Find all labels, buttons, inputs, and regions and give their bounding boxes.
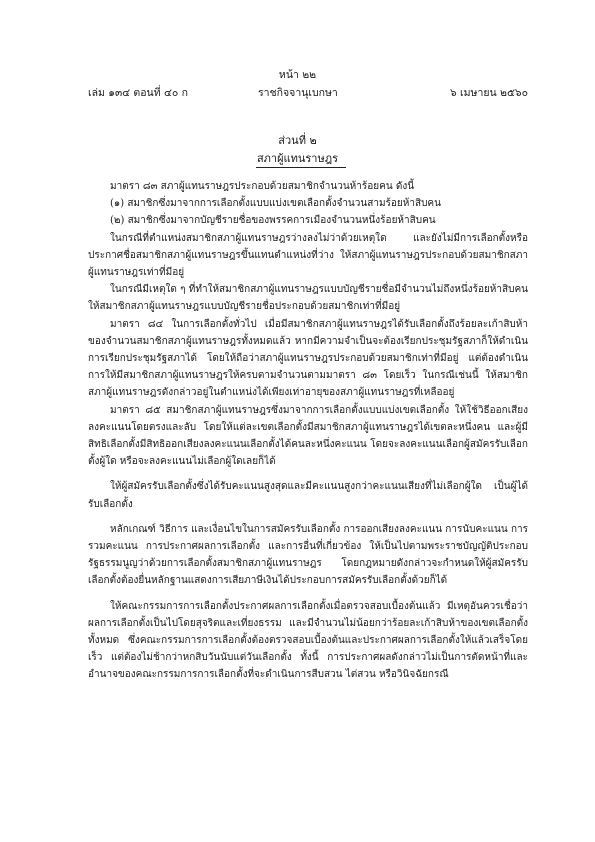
paragraph-gap	[88, 590, 528, 598]
paragraph-gap	[88, 470, 528, 478]
page-number: หน้า ๒๒	[278, 69, 317, 81]
paragraph-gap	[88, 513, 528, 521]
section-83-item-1: (๑) สมาชิกซึ่งมาจากการเลือกตั้งแบบแบ่งเขตเลือกตั้งจำนวนสามร้อยห้าสิบคน	[110, 198, 441, 210]
section-85-paragraph: มาตรา ๘๕ สมาชิกสภาผู้แทนราษฎรซึ่งมาจากการเลือกตั้งแบบแบ่งเขตเลือกตั้ง ให้ใช้วิธีออกเสียงลงคะแนนโดยตรงและลับ โดยให้แต่ละเขตเลือกตั้งมีสมาชิกสภาผู้แทนราษฎรได้เขตละหนึ่งคน และผู้มีสิทธิเลือกตั้งมีสิทธิออกเสียงลงคะแนนเลือกตั้งได้คนละหนึ่งคะแนน โดยจะลงคะแนนเลือกผู้สมัครรับเลือกตั้งผู้ใด หรือจะลงคะแนนไม่เลือกผู้ใดเลยก็ได้	[88, 404, 528, 468]
volume-issue: เล่ม ๑๓๔ ตอนที่ ๔๐ ก	[88, 87, 189, 99]
section-83-paragraph: มาตรา ๘๓ สภาผู้แทนราษฎรประกอบด้วยสมาชิกจำนวนห้าร้อยคน ดังนี้	[110, 181, 415, 192]
document-body	[88, 178, 528, 684]
section-83-item-2: (๒) สมาชิกซึ่งมาจากบัญชีรายชื่อของพรรคการเมืองจำนวนหนึ่งร้อยห้าสิบคน	[110, 215, 436, 227]
publication-date: ๖ เมษายน ๒๕๖๐	[450, 87, 528, 99]
part-number: ส่วนที่ ๒	[278, 134, 317, 147]
announcement-paragraph: ให้คณะกรรมการการเลือกตั้งประกาศผลการเลือกตั้งเมื่อตรวจสอบเบื้องต้นแล้ว มีเหตุอันควรเชื่อว่าผลการเลือกตั้งเป็นไปโดยสุจริตและเที่ยงธรรม และมีจำนวนไม่น้อยกว่าร้อยละเก้าสิบห้าของเขตเลือกตั้งทั้งหมด ซึ่งคณะกรรมการการเลือกตั้งต้องตรวจสอบเบื้องต้นและประกาศผลการเลือกตั้งให้แล้วเสร็จโดยเร็ว แต่ต้องไม่ช้ากว่าหกสิบวันนับแต่วันเลือกตั้ง ทั้งนี้ การประกาศผลดังกล่าวไม่เป็นการตัดหน้าที่และอำนาจของคณะกรรมการการเลือกตั้งที่จะดำเนินการสืบสวน ไต่สวน หรือวินิจฉัยกรณี	[88, 600, 528, 681]
winner-paragraph: ให้ผู้สมัครรับเลือกตั้งซึ่งได้รับคะแนนสูงสุดและมีคะแนนสูงกว่าคะแนนเสียงที่ไม่เลือกผู้ใด เป็นผู้ได้รับเลือกตั้ง	[88, 481, 528, 510]
party-list-paragraph: ในกรณีมีเหตุใด ๆ ที่ทำให้สมาชิกสภาผู้แทนราษฎรแบบบัญชีรายชื่อมีจำนวนไม่ถึงหนึ่งร้อยห้าสิบคน ให้สมาชิกสภาผู้แทนราษฎรแบบบัญชีรายชื่อประกอบด้วยสมาชิกเท่าที่มีอยู่	[88, 284, 528, 313]
section-84-paragraph: มาตรา ๘๔ ในการเลือกตั้งทั่วไป เมื่อมีสมาชิกสภาผู้แทนราษฎรได้รับเลือกตั้งถึงร้อยละเก้าสิบห้าของจำนวนสมาชิกสภาผู้แทนราษฎรทั้งหมดแล้ว หากมีความจำเป็นจะต้องเรียกประชุมรัฐสภาก็ให้ดำเนินการเรียกประชุมรัฐสภาได้ โดยให้ถือว่าสภาผู้แทนราษฎรประกอบด้วยสมาชิกเท่าที่มีอยู่ แต่ต้องดำเนินการให้มีสมาชิกสภาผู้แทนราษฎรให้ครบตามจำนวนตามมาตรา ๘๓ โดยเร็ว ในกรณีเช่นนี้ ให้สมาชิกสภาผู้แทนราษฎรดังกล่าวอยู่ในตำแหน่งได้เพียงเท่าอายุของสภาผู้แทนราษฎรที่เหลืออยู่	[88, 318, 528, 399]
gazette-name: ราชกิจจานุเบกษา	[258, 87, 338, 99]
rules-paragraph: หลักเกณฑ์ วิธีการ และเงื่อนไขในการสมัครรับเลือกตั้ง การออกเสียงลงคะแนน การนับคะแนน การรวมคะแนน การประกาศผลการเลือกตั้ง และการอื่นที่เกี่ยวข้อง ให้เป็นไปตามพระราชบัญญัติประกอบรัฐธรรมนูญว่าด้วยการเลือกตั้งสมาชิกสภาผู้แทนราษฎร โดยกฎหมายดังกล่าวจะกำหนดให้ผู้สมัครรับเลือกตั้งต้องยื่นหลักฐานแสดงการเสียภาษีเงินได้ประกอบการสมัครรับเลือกตั้งด้วยก็ได้	[88, 523, 528, 587]
part-title: สภาผู้แทนราษฎร	[256, 152, 339, 165]
vacancy-paragraph: ในกรณีที่ตำแหน่งสมาชิกสภาผู้แทนราษฎรว่างลงไม่ว่าด้วยเหตุใด และยังไม่มีการเลือกตั้งหรือประกาศชื่อสมาชิกสภาผู้แทนราษฎรขึ้นแทนตำแหน่งที่ว่าง ให้สภาผู้แทนราษฎรประกอบด้วยสมาชิกสภาผู้แทนราษฎรเท่าที่มีอยู่	[88, 232, 528, 279]
title-underline	[256, 167, 346, 168]
